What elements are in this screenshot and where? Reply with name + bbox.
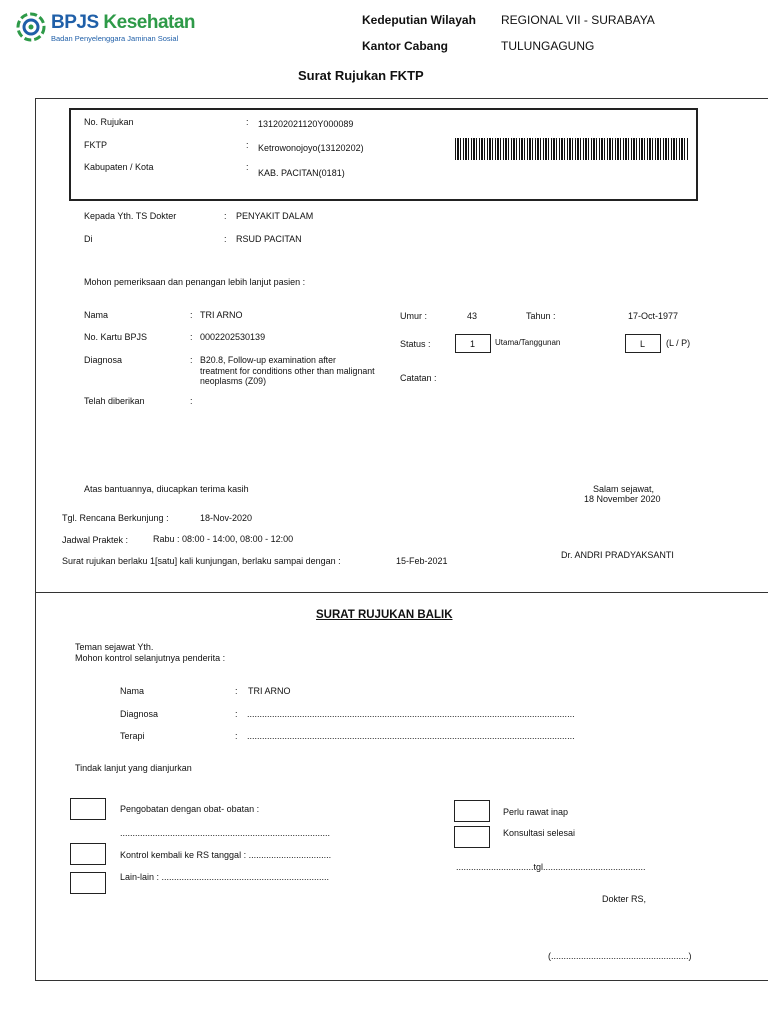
umur-label: Umur : [400, 311, 427, 321]
gender-desc: (L / P) [666, 338, 691, 348]
jadwal-label: Jadwal Praktek : [62, 535, 129, 545]
nama-label: Nama [84, 310, 109, 320]
barcode-image [455, 138, 689, 160]
bpjs-logo-icon [16, 12, 46, 42]
balik-terapi-label: Terapi [120, 731, 145, 741]
balik-title: SURAT RUJUKAN BALIK [316, 609, 453, 621]
no-rujukan-value: 131202021120Y000089 [258, 119, 354, 129]
tahun-value: 17-Oct-1977 [628, 311, 679, 321]
gender-value: L [640, 339, 646, 349]
section-divider [35, 592, 768, 593]
umur-value: 43 [467, 311, 478, 321]
balik-greeting-2: Mohon kontrol selanjutnya penderita : [75, 653, 226, 663]
letter-date: 18 November 2020 [584, 494, 661, 504]
tindak-lanjut-label: Tindak lanjut yang dianjurkan [75, 763, 192, 773]
kontrol-label: Kontrol kembali ke RS tanggal : ................................. [120, 850, 332, 860]
status-desc: Utama/Tanggunan [495, 338, 561, 347]
gender-box [625, 334, 661, 353]
tanggal-line[interactable]: ...............................tgl......................................... [456, 862, 646, 872]
kontrol-checkbox[interactable] [70, 843, 106, 865]
balik-nama-value: TRI ARNO [248, 686, 291, 696]
colon: : [246, 117, 249, 127]
diagnosa-value: B20.8, Follow-up examination after treatment for conditions other than malignant neoplasms (Z09) [200, 355, 375, 386]
tgl-rencana-label: Tgl. Rencana Berkunjung : [62, 513, 169, 523]
kedeputian-value: REGIONAL VII - SURABAYA [501, 13, 655, 27]
colon: : [246, 140, 249, 150]
colon: : [235, 731, 238, 741]
rawat-inap-label: Perlu rawat inap [503, 807, 569, 817]
colon: : [190, 332, 193, 342]
jadwal-value: Rabu : 08:00 - 14:00, 08:00 - 12:00 [153, 534, 294, 544]
telah-diberikan-label: Telah diberikan [84, 396, 145, 406]
kepada-label: Kepada Yth. TS Dokter [84, 211, 177, 221]
logo-wordmark: BPJS Kesehatan [51, 12, 196, 33]
signature-line[interactable]: (.......................................................) [548, 951, 692, 961]
kartu-value: 0002202530139 [200, 332, 266, 342]
colon: : [190, 396, 193, 406]
kartu-label: No. Kartu BPJS [84, 332, 148, 342]
form-frame [35, 98, 768, 981]
salam-text: Salam sejawat, [593, 484, 655, 494]
colon: : [190, 310, 193, 320]
tahun-label: Tahun : [526, 311, 556, 321]
colon: : [190, 355, 193, 365]
kabupaten-label: Kabupaten / Kota [84, 162, 154, 172]
status-label: Status : [400, 339, 431, 349]
rawat-inap-checkbox[interactable] [454, 800, 490, 822]
colon: : [224, 211, 227, 221]
logo-subtitle: Badan Penyelenggara Jaminan Sosial [51, 34, 179, 43]
document-title: Surat Rujukan FKTP [298, 68, 424, 83]
request-text: Mohon pemeriksaan dan penangan lebih lanjut pasien : [84, 277, 306, 287]
no-rujukan-label: No. Rujukan [84, 117, 134, 127]
di-label: Di [84, 234, 93, 244]
konsultasi-label: Konsultasi selesai [503, 828, 576, 838]
kabupaten-value: KAB. PACITAN(0181) [258, 168, 345, 178]
konsultasi-checkbox[interactable] [454, 826, 490, 848]
status-value: 1 [470, 339, 476, 349]
balik-greeting-1: Teman sejawat Yth. [75, 642, 154, 652]
berlaku-value: 15-Feb-2021 [396, 556, 448, 566]
status-box [455, 334, 491, 353]
di-value: RSUD PACITAN [236, 234, 302, 244]
catatan-label: Catatan : [400, 373, 437, 383]
tgl-rencana-value: 18-Nov-2020 [200, 513, 253, 523]
thanks-text: Atas bantuannya, diucapkan terima kasih [84, 484, 249, 494]
colon: : [224, 234, 227, 244]
balik-nama-label: Nama [120, 686, 145, 696]
bpjs-logo [16, 12, 196, 44]
obat-checkbox[interactable] [70, 798, 106, 820]
fktp-value: Ketrowonojoyo(13120202) [258, 143, 364, 153]
dokter-rs-label: Dokter RS, [602, 894, 647, 904]
fktp-label: FKTP [84, 140, 108, 150]
balik-terapi-field[interactable]: ................................................................................................................................... [247, 731, 575, 741]
colon: : [235, 686, 238, 696]
kantor-label: Kantor Cabang [362, 39, 449, 53]
lain-label: Lain-lain : ................................................................... [120, 872, 330, 882]
obat-field[interactable]: .................................................................................... [120, 828, 331, 838]
lain-checkbox[interactable] [70, 872, 106, 894]
colon: : [235, 709, 238, 719]
colon: : [246, 162, 249, 172]
balik-diagnosa-field[interactable]: ................................................................................................................................... [247, 709, 575, 719]
kantor-value: TULUNGAGUNG [501, 39, 595, 53]
diagnosa-label: Diagnosa [84, 355, 123, 365]
obat-label: Pengobatan dengan obat- obatan : [120, 804, 260, 814]
kepada-value: PENYAKIT DALAM [236, 211, 314, 221]
referring-doctor: Dr. ANDRI PRADYAKSANTI [561, 550, 674, 560]
berlaku-text: Surat rujukan berlaku 1[satu] kali kunjungan, berlaku sampai dengan : [62, 556, 341, 566]
nama-value: TRI ARNO [200, 310, 243, 320]
balik-diagnosa-label: Diagnosa [120, 709, 159, 719]
kedeputian-label: Kedeputian Wilayah [362, 13, 476, 27]
